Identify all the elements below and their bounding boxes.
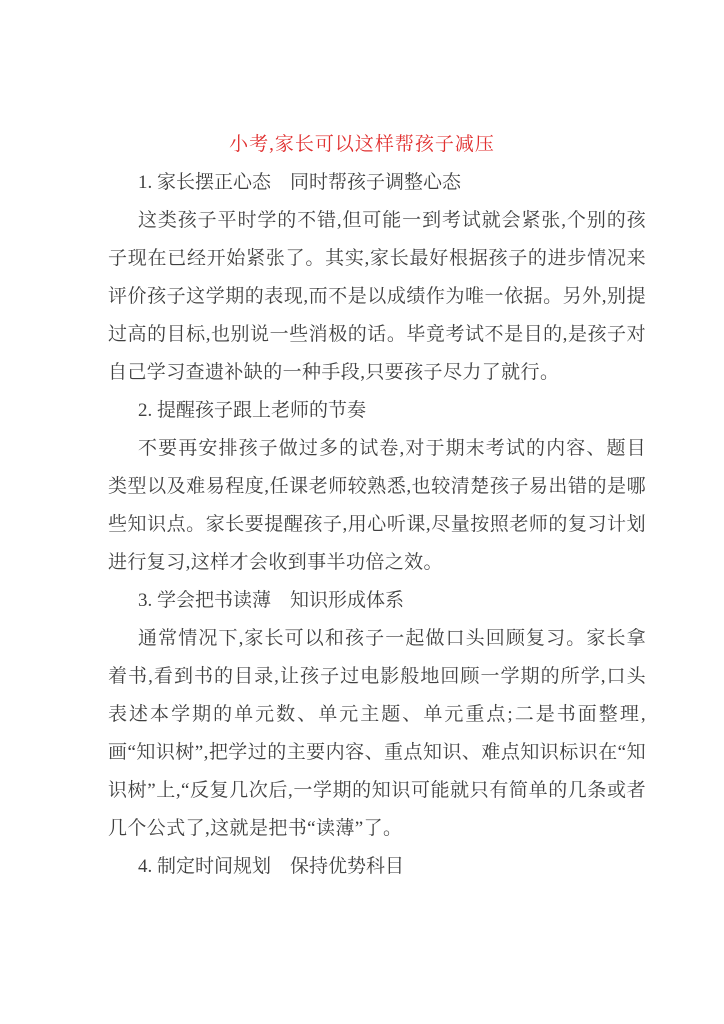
section-1 [108, 164, 646, 392]
section-4-heading: 4. 制定时间规划 保持优势科目 [138, 856, 405, 877]
section-4 [108, 848, 646, 886]
section-2-heading: 2. 提醒孩子跟上老师的节奏 [138, 400, 367, 421]
section-1-paragraph: 这类孩子平时学的不错,但可能一到考试就会紧张,个别的孩子现在已经开始紧张了。其实,家长最好根据孩子的进步情况来评价孩子这学期的表现,而不是以成绩作为唯一依据。另外,别提过高的目标,也别说一些消极的话。毕竟考试不是目的,是孩子对自己学习查遗补缺的一种手段,只要孩子尽力了就行。 [108, 210, 646, 383]
section-2 [108, 392, 646, 582]
section-3-heading: 3. 学会把书读薄 知识形成体系 [138, 590, 405, 611]
section-3-paragraph: 通常情况下,家长可以和孩子一起做口头回顾复习。家长拿着书,看到书的目录,让孩子过电影般地回顾一学期的所学,口头表述本学期的单元数、单元主题、单元重点;二是书面整理,画“知识树”,把学过的主要内容、重点知识、难点知识标识在“知识树”上,“反复几次后,一学期的知识可能就只有简单的几条或者几个公式了,这就是把书“读薄”了。 [108, 628, 646, 839]
section-3 [108, 582, 646, 848]
section-1-heading: 1. 家长摆正心态 同时帮孩子调整心态 [138, 172, 462, 193]
section-2-paragraph: 不要再安排孩子做过多的试卷,对于期末考试的内容、题目类型以及难易程度,任课老师较熟悉,也较清楚孩子易出错的是哪些知识点。家长要提醒孩子,用心听课,尽量按照老师的复习计划进行复习,这样才会收到事半功倍之效。 [108, 438, 646, 573]
document-body [0, 164, 724, 886]
document-title: 小考,家长可以这样帮孩子减压 [229, 134, 495, 155]
